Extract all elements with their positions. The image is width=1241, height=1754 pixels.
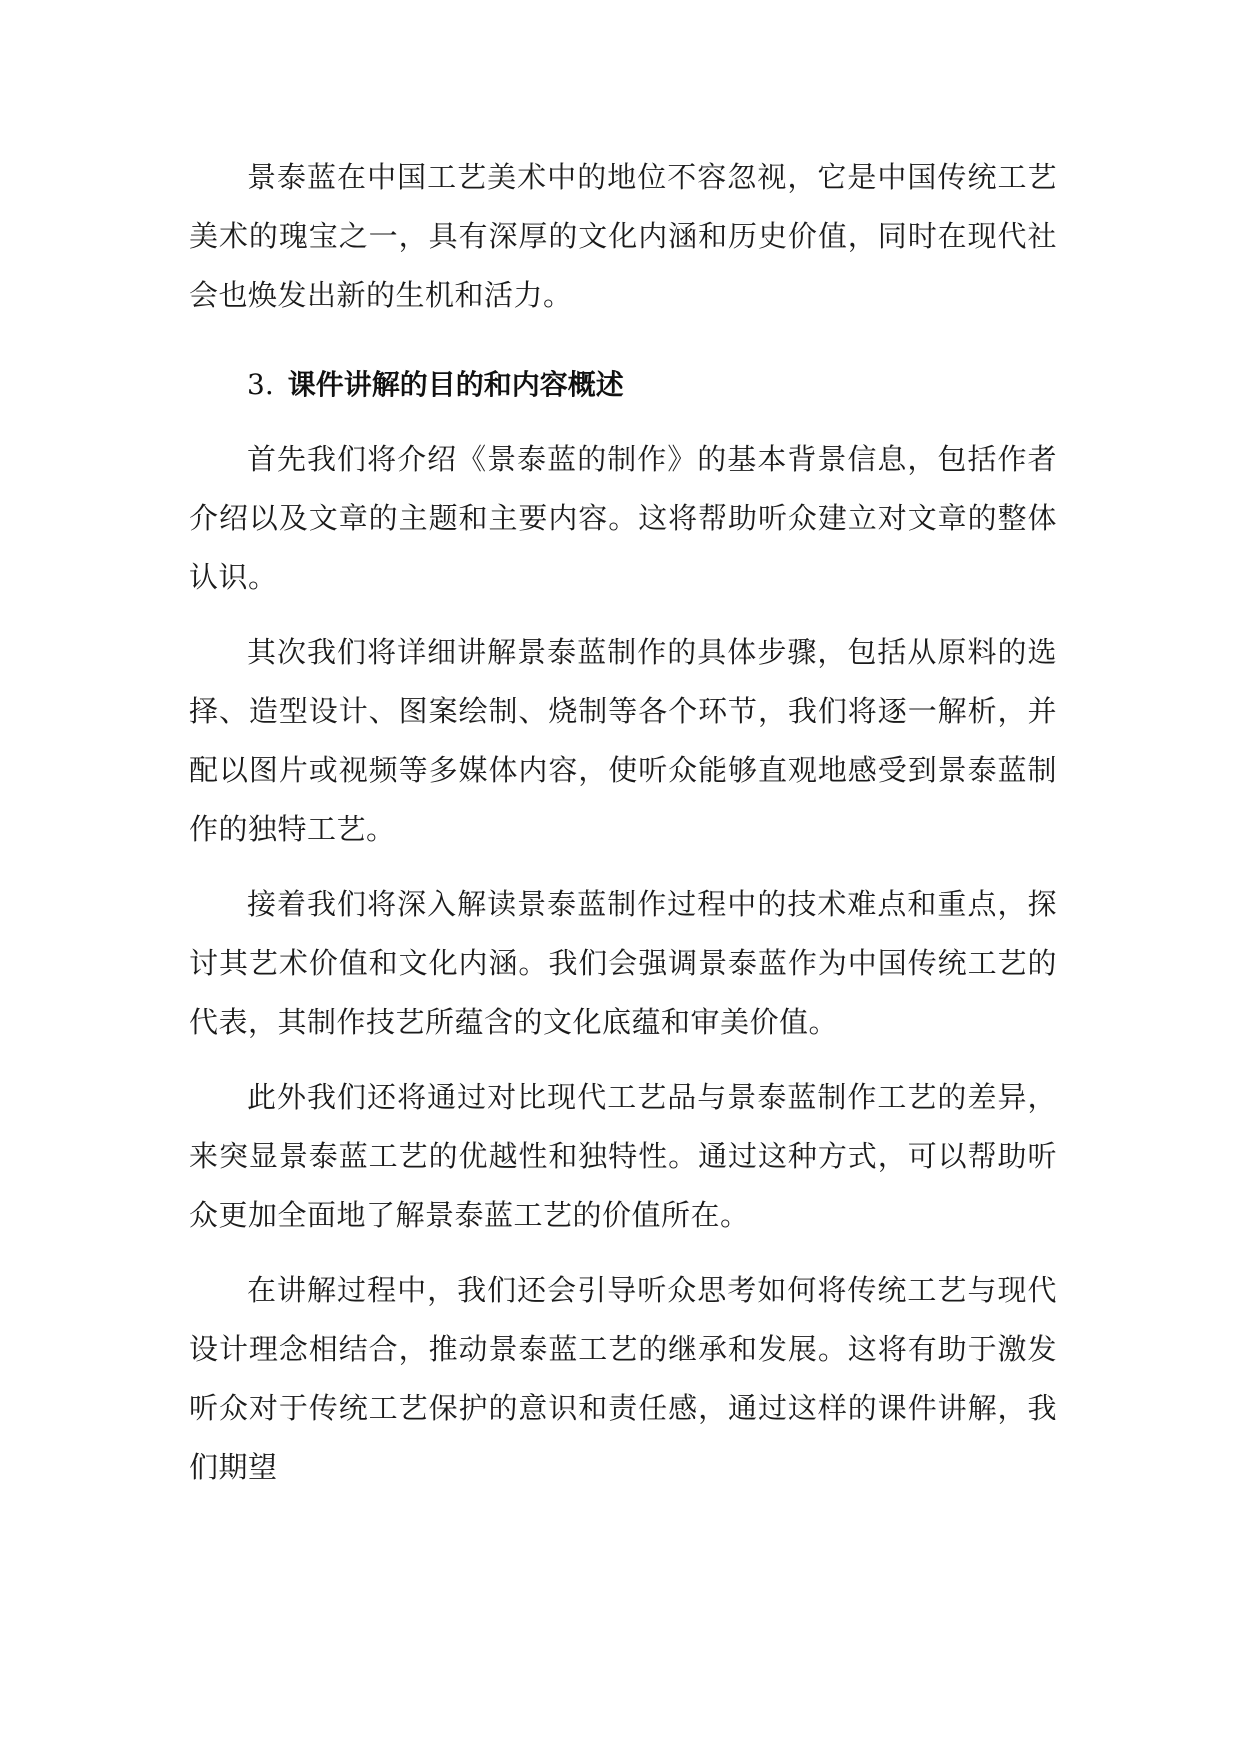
paragraph-difficulties: 接着我们将深入解读景泰蓝制作过程中的技术难点和重点，探讨其艺术价值和文化内涵。我们会强调景泰蓝作为中国传统工艺的代表，其制作技艺所蕴含的文化底蕴和审美价值。 (189, 887, 1057, 1039)
paragraph-guidance: 在讲解过程中，我们还会引导听众思考如何将传统工艺与现代设计理念相结合，推动景泰蓝工艺的继承和发展。这将有助于激发听众对于传统工艺保护的意识和责任感，通过这样的课件讲解，我们期望 (189, 1273, 1057, 1484)
paragraph-steps: 其次我们将详细讲解景泰蓝制作的具体步骤，包括从原料的选择、造型设计、图案绘制、烧制等各个环节，我们将逐一解析，并配以图片或视频等多媒体内容，使听众能够直观地感受到景泰蓝制作的独特工艺。 (189, 635, 1057, 846)
section-number: 3. (247, 368, 274, 401)
section-heading (189, 355, 1057, 414)
paragraph-comparison: 此外我们还将通过对比现代工艺品与景泰蓝制作工艺的差异，来突显景泰蓝工艺的优越性和独特性。通过这种方式，可以帮助听众更加全面地了解景泰蓝工艺的价值所在。 (189, 1080, 1057, 1232)
intro-paragraph: 景泰蓝在中国工艺美术中的地位不容忽视，它是中国传统工艺美术的瑰宝之一，具有深厚的文化内涵和历史价值，同时在现代社会也焕发出新的生机和活力。 (189, 160, 1057, 312)
paragraph-background: 首先我们将介绍《景泰蓝的制作》的基本背景信息，包括作者介绍以及文章的主题和主要内容。这将帮助听众建立对文章的整体认识。 (189, 442, 1057, 594)
document-body (189, 148, 1057, 1513)
section-title: 课件讲解的目的和内容概述 (287, 368, 624, 401)
